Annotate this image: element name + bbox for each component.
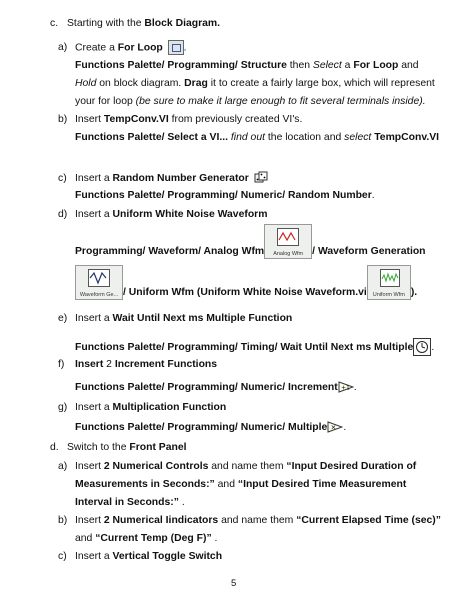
- text-fragment: b): [58, 515, 68, 526]
- increment-icon: [338, 381, 354, 393]
- text-fragment: a): [58, 42, 68, 54]
- step-a-line1: a) Create a For Loop .: [58, 40, 187, 55]
- step-d-line3: [75, 265, 417, 300]
- text-fragment: (be sure to make it large enough to fit several terminals inside).: [135, 96, 426, 107]
- text-fragment: c): [58, 551, 67, 562]
- text-fragment: and name them: [218, 515, 297, 526]
- text-fragment: “Input Desired Time Measurement: [237, 479, 407, 490]
- text-fragment: For Loop: [353, 60, 399, 71]
- text-fragment: Insert: [75, 461, 104, 472]
- text-fragment: and: [398, 60, 419, 71]
- text-fragment: and name them: [208, 461, 287, 472]
- text-fragment: “Input Desired Duration of: [286, 461, 417, 472]
- text-fragment: “Current Temp (Deg F)”: [95, 533, 212, 544]
- step-f-line1: [58, 358, 217, 371]
- text-fragment: 2 Numerical Controls: [103, 461, 209, 472]
- text-fragment: Measurements in Seconds:”: [75, 479, 215, 490]
- text-fragment: Insert a: [75, 313, 113, 324]
- text-fragment: f): [58, 359, 65, 370]
- wait-ms-icon: [413, 338, 431, 356]
- text-fragment: Vertical Toggle Switch: [112, 551, 223, 562]
- text-fragment: d): [58, 209, 68, 220]
- step-d-line1: [58, 208, 267, 221]
- text-fragment: Starting with the: [67, 18, 145, 29]
- text-fragment: Front Panel: [129, 442, 187, 453]
- text-fragment: Insert a: [75, 209, 113, 220]
- text-fragment: .: [353, 382, 357, 393]
- text-fragment: TempConv.VI: [103, 114, 169, 125]
- panel-step-a-line1: [58, 460, 416, 473]
- text-fragment: and: [75, 533, 96, 544]
- step-b-line2: [75, 131, 439, 144]
- step-e-line1: [58, 312, 292, 325]
- text-fragment: Insert: [75, 114, 104, 125]
- text-fragment: Hold: [75, 78, 97, 89]
- text-fragment: For Loop: [117, 42, 163, 54]
- text-fragment: Uniform Wfm: [372, 292, 405, 298]
- page-number: 5: [231, 578, 237, 589]
- text-fragment: .: [431, 341, 435, 353]
- text-fragment: Insert: [75, 515, 104, 526]
- step-c-line1: [58, 171, 268, 185]
- text-fragment: Functions Palette/ Select a VI...: [75, 132, 229, 143]
- text-fragment: Insert a: [75, 551, 113, 562]
- text-fragment: Select: [312, 60, 342, 71]
- text-fragment: then: [286, 60, 313, 71]
- text-fragment: it to create a fairly large box, which will represent: [207, 78, 435, 89]
- text-fragment: .: [371, 190, 375, 201]
- text-fragment: e): [58, 313, 68, 324]
- random-number-icon: [254, 171, 268, 185]
- text-fragment: Functions Palette/ Programming/ Timing/ Wait Until Next ms Multiple: [75, 341, 414, 353]
- text-fragment: Drag: [184, 78, 208, 89]
- panel-step-a-line2: [75, 478, 406, 491]
- panel-step-b-line2: [75, 532, 217, 545]
- text-fragment: a: [341, 60, 354, 71]
- text-fragment: your for loop: [75, 96, 136, 107]
- step-a-line4: [75, 95, 426, 108]
- text-fragment: Functions Palette/ Programming/ Structure: [75, 60, 287, 71]
- svg-text:+1: +1: [340, 384, 350, 392]
- text-fragment: Functions Palette/ Programming/ Numeric/ Random Number: [75, 190, 372, 201]
- text-fragment: Random Number Generator: [112, 172, 249, 184]
- multiply-icon: [327, 421, 343, 433]
- text-fragment: Interval in Seconds:”: [75, 497, 179, 508]
- text-fragment: g): [58, 402, 68, 413]
- text-fragment: c.: [50, 18, 59, 29]
- step-f-line2: [75, 381, 357, 394]
- text-fragment: from previously created VI's.: [168, 114, 303, 125]
- step-g-line2: [75, 421, 346, 434]
- text-fragment: Switch to the: [67, 442, 130, 453]
- waveform-generation-icon: [75, 265, 123, 300]
- text-fragment: select: [344, 132, 372, 143]
- text-fragment: 2: [103, 359, 115, 370]
- uniform-wfm-icon: [367, 265, 411, 300]
- text-fragment: Uniform White Noise Waveform: [112, 209, 268, 220]
- text-fragment: 2 Numerical Iindicators: [103, 515, 219, 526]
- text-fragment: Wait Until Next ms Multiple Function: [112, 313, 293, 324]
- text-fragment: Block Diagram.: [144, 18, 221, 29]
- text-fragment: d.: [50, 442, 59, 453]
- text-fragment: Functions Palette/ Programming/ Numeric/ Multiple: [75, 422, 328, 433]
- text-fragment: Programming/ Waveform/ Analog Wfm: [75, 246, 265, 257]
- text-fragment: .: [343, 422, 347, 433]
- panel-step-a-line3: [75, 496, 185, 509]
- text-fragment: and: [214, 479, 238, 490]
- text-fragment: on block diagram.: [96, 78, 185, 89]
- analog-wfm-icon: [264, 224, 312, 259]
- step-c-line2: [75, 189, 375, 202]
- svg-text:×: ×: [330, 423, 337, 432]
- text-fragment: Create a: [75, 42, 118, 54]
- text-fragment: ).: [410, 287, 418, 298]
- text-fragment: TempConv.VI: [371, 132, 440, 143]
- text-fragment: Insert a: [75, 172, 113, 184]
- text-fragment: / Uniform Wfm (Uniform White Noise Waveform.vi: [123, 287, 367, 298]
- text-fragment: “Current Elapsed Time (sec)”: [296, 515, 441, 526]
- text-fragment: Waveform Ge...: [79, 292, 119, 298]
- text-fragment: Analog Wfm: [273, 251, 304, 257]
- step-e-line2: [75, 338, 434, 356]
- section-d-heading: [50, 441, 187, 454]
- text-fragment: .: [178, 497, 185, 508]
- step-b-line1: [58, 113, 302, 126]
- text-fragment: find out: [228, 132, 266, 143]
- text-fragment: a): [58, 461, 68, 472]
- text-fragment: Insert: [75, 359, 104, 370]
- step-a-line3: [75, 77, 435, 90]
- text-fragment: b): [58, 114, 68, 125]
- text-fragment: Increment Functions: [114, 359, 218, 370]
- text-fragment: .: [211, 533, 218, 544]
- step-d-line2: [75, 224, 426, 259]
- for-loop-icon: [168, 40, 184, 55]
- text-fragment: Functions Palette/ Programming/ Numeric/ Increment: [75, 382, 338, 393]
- text-fragment: Multiplication Function: [112, 402, 227, 413]
- text-fragment: the location and: [265, 132, 345, 143]
- text-fragment: Insert a: [75, 402, 113, 413]
- panel-step-c-line1: [58, 550, 222, 563]
- step-g-line1: [58, 401, 226, 414]
- panel-step-b-line1: [58, 514, 441, 527]
- text-fragment: c): [58, 172, 67, 184]
- step-a-line2: [75, 59, 419, 72]
- section-c-heading: [50, 17, 220, 30]
- text-fragment: / Waveform Generation: [312, 246, 426, 257]
